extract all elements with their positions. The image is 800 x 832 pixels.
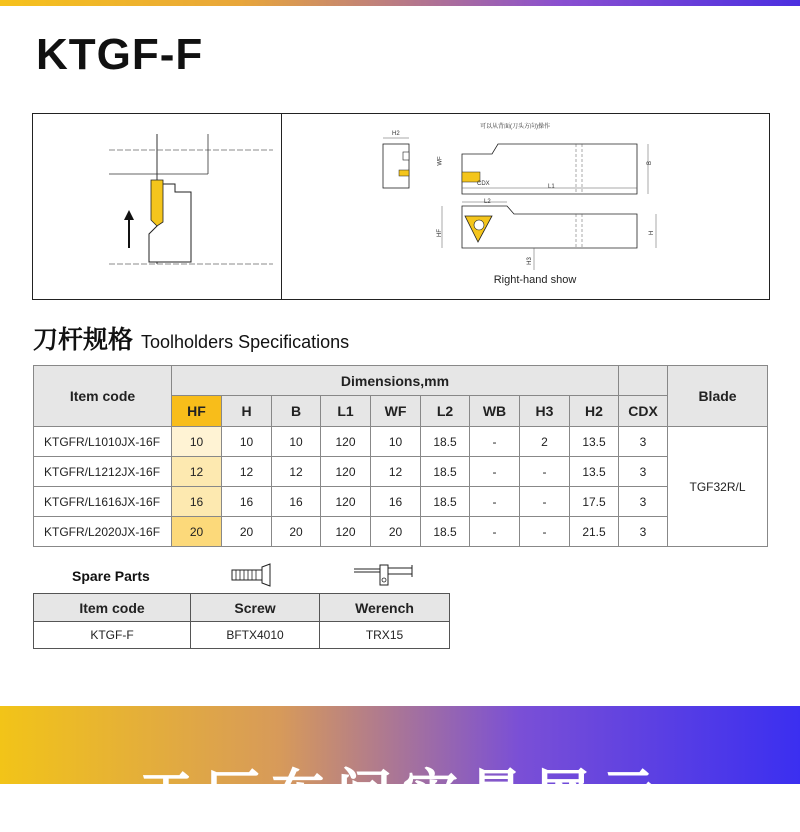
cell-l2: 18.5	[421, 517, 470, 547]
cell-hf: 10	[172, 427, 222, 457]
cell-cdx: 3	[619, 517, 668, 547]
machining-diagram	[33, 114, 281, 299]
spare-item-code: KTGF-F	[34, 622, 191, 649]
cell-h: 12	[222, 457, 272, 487]
table-row	[34, 487, 768, 517]
table-row	[34, 517, 768, 547]
dim-h-label: H	[649, 230, 656, 236]
right-hand-label: Right-hand show	[493, 274, 577, 286]
cell-hf: 20	[172, 517, 222, 547]
cell-cdx: 3	[619, 487, 668, 517]
blade-header: Blade	[668, 366, 768, 427]
cell-l2: 18.5	[421, 427, 470, 457]
item-code-header: Item code	[34, 366, 172, 427]
cell-h3: -	[520, 517, 570, 547]
cell-wb: -	[470, 517, 520, 547]
cell-hf: 16	[172, 487, 222, 517]
table-row	[34, 427, 768, 457]
col-header-h: H	[222, 396, 272, 427]
wrench-icon	[352, 563, 418, 587]
factory-banner	[0, 706, 800, 829]
spare-header-screw: Screw	[191, 594, 320, 622]
cell-cdx: 3	[619, 457, 668, 487]
spec-heading	[33, 320, 349, 356]
cell-b: 20	[272, 517, 321, 547]
col-header-cdx: CDX	[619, 396, 668, 427]
spare-header-wrench: Werench	[320, 594, 450, 622]
cell-wb: -	[470, 457, 520, 487]
table-row	[34, 622, 450, 649]
row-item-code: KTGFR/L1616JX-16F	[34, 487, 172, 517]
dimensions-header-blank	[619, 366, 668, 396]
cell-l1: 120	[321, 487, 371, 517]
col-header-wb: WB	[470, 396, 520, 427]
cell-b: 16	[272, 487, 321, 517]
cell-h: 20	[222, 517, 272, 547]
dimension-diagram	[282, 114, 769, 274]
cell-h2: 13.5	[570, 427, 619, 457]
cell-cdx: 3	[619, 427, 668, 457]
cell-h3: -	[520, 457, 570, 487]
cell-h2: 17.5	[570, 487, 619, 517]
row-item-code: KTGFR/L1212JX-16F	[34, 457, 172, 487]
dim-h3-label: H3	[526, 257, 533, 265]
dim-cdx-label: CDX	[477, 181, 490, 187]
cell-h: 10	[222, 427, 272, 457]
top-gradient-bar	[0, 0, 800, 6]
dimensions-header: Dimensions,mm	[172, 366, 619, 396]
dim-l1-label: L1	[548, 184, 555, 190]
cell-b: 10	[272, 427, 321, 457]
table-row	[34, 457, 768, 487]
dim-wf-label: WF	[437, 156, 444, 166]
banner-text: 工厂车间实景展示	[138, 764, 666, 829]
cell-h3: 2	[520, 427, 570, 457]
dim-l2-label: L2	[484, 199, 491, 205]
dim-b-label: B	[647, 160, 654, 166]
col-header-hf: HF	[172, 396, 222, 427]
cell-h2: 21.5	[570, 517, 619, 547]
dim-h2-label: H2	[392, 131, 400, 137]
col-header-h3: H3	[520, 396, 570, 427]
dim-hf-label: HF	[437, 229, 443, 237]
col-header-l1: L1	[321, 396, 371, 427]
cell-wf: 12	[371, 457, 421, 487]
cell-l1: 120	[321, 517, 371, 547]
spec-heading-en: Toolholders Specifications	[141, 332, 350, 352]
cell-l1: 120	[321, 457, 371, 487]
cell-l2: 18.5	[421, 457, 470, 487]
cell-hf: 12	[172, 457, 222, 487]
spec-heading-cn: 刀杆规格	[33, 326, 134, 354]
cell-l1: 120	[321, 427, 371, 457]
cell-h2: 13.5	[570, 457, 619, 487]
cell-wb: -	[470, 487, 520, 517]
col-header-h2: H2	[570, 396, 619, 427]
product-title: KTGF-F	[36, 30, 204, 79]
col-header-l2: L2	[421, 396, 470, 427]
spare-screw: BFTX4010	[191, 622, 320, 649]
spec-table	[33, 365, 768, 547]
cell-wb: -	[470, 427, 520, 457]
cell-l2: 18.5	[421, 487, 470, 517]
spare-wrench: TRX15	[320, 622, 450, 649]
cell-h3: -	[520, 487, 570, 517]
spare-parts-table	[33, 593, 450, 649]
cell-wf: 20	[371, 517, 421, 547]
cell-wf: 16	[371, 487, 421, 517]
spare-parts-title: Spare Parts	[72, 568, 150, 584]
cell-b: 12	[272, 457, 321, 487]
spare-header-item-code: Item code	[34, 594, 191, 622]
screw-icon	[230, 563, 276, 587]
blade-value: TGF32R/L	[668, 427, 768, 547]
row-item-code: KTGFR/L1010JX-16F	[34, 427, 172, 457]
cell-h: 16	[222, 487, 272, 517]
col-header-wf: WF	[371, 396, 421, 427]
drawing-note: 可以从背面(刀头方向)操作	[480, 124, 550, 130]
row-item-code: KTGFR/L2020JX-16F	[34, 517, 172, 547]
col-header-b: B	[272, 396, 321, 427]
cell-wf: 10	[371, 427, 421, 457]
